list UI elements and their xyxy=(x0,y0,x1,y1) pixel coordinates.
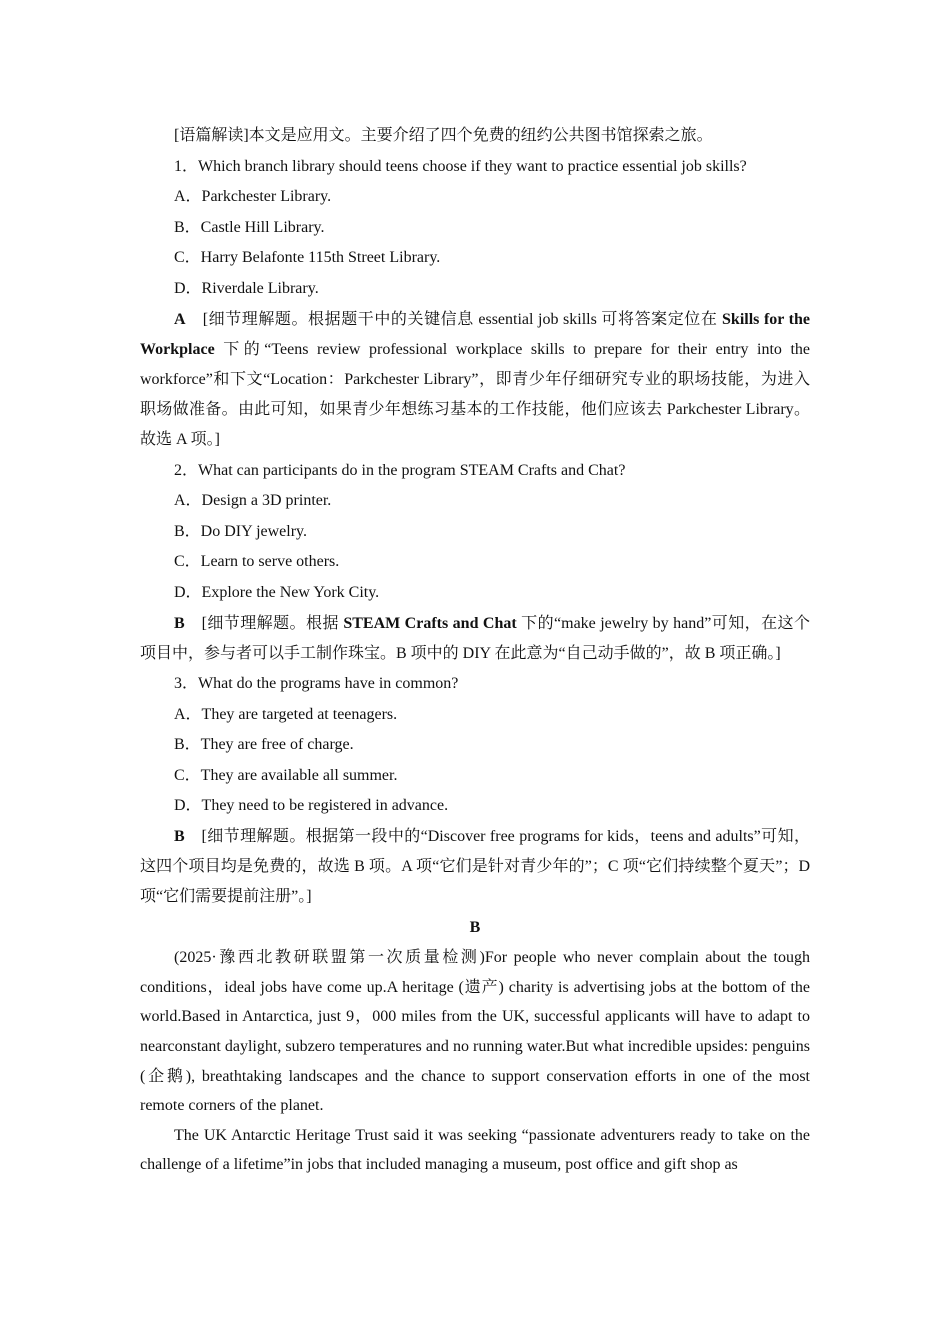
question-2-stem: 2．What can participants do in the program STEAM Crafts and Chat? xyxy=(174,461,626,479)
question-3-option-a: A．They are targeted at teenagers. xyxy=(174,705,398,723)
question-3-option-c: C．They are available all summer. xyxy=(174,766,398,784)
question-1-option-c: C．Harry Belafonte 115th Street Library. xyxy=(174,249,441,267)
question-3-answer: B xyxy=(174,827,185,845)
analysis-label: [语篇解读] xyxy=(174,127,249,144)
question-1-stem: 1．Which branch library should teens choose if they want to practice essential job skills? xyxy=(174,157,747,175)
question-1-option-a: A．Parkchester Library. xyxy=(174,188,332,206)
question-1-explanation: A [细节理解题。根据题干中的关键信息 essential job skills 可将答案定位在 Skills for the Workplace 下的“Teens review professional workplace skills to prepare for their entry into the workforce”和下文“Location：Parkchester Library”，即青少年仔细研究专业的职场技能，为进入职场做准备。由此可知，如果青少年想练习基本的工作技能，他们应该去 Parkchester Library。故选 A 项。] xyxy=(140,310,810,449)
question-3-explanation: B [细节理解题。根据第一段中的“Discover free programs for kids，teens and adults”可知，这四个项目均是免费的，故选 B 项。A 项“它们是针对青少年的”；C 项“它们持续整个夏天”；D 项“它们需要提前注册”。] xyxy=(140,827,810,906)
section-heading: B xyxy=(469,918,481,936)
passage-paragraph-2: The UK Antarctic Heritage Trust said it was seeking “passionate adventurers ready to take on the challenge of a lifetime”in jobs that included managing a museum, post office and gift shop as xyxy=(140,1126,810,1174)
question-2-option-d: D．Explore the New York City. xyxy=(174,583,380,601)
question-2-keyword: STEAM Crafts and Chat xyxy=(343,614,517,632)
question-3-option-b: B．They are free of charge. xyxy=(174,736,354,754)
analysis-text: 本文是应用文。主要介绍了四个免费的纽约公共图书馆探索之旅。 xyxy=(248,127,713,144)
question-2-option-c: C．Learn to serve others. xyxy=(174,553,340,571)
question-3-stem: 3．What do the programs have in common? xyxy=(174,674,459,692)
question-2-explanation: B [细节理解题。根据 STEAM Crafts and Chat 下的“make jewelry by hand”可知，在这个项目中，参与者可以手工制作珠宝。B 项中的 DIY 在此意为“自己动手做的”，故 B 项正确。] xyxy=(140,614,810,662)
document-page xyxy=(140,121,810,1180)
question-2-option-a: A．Design a 3D printer. xyxy=(174,492,332,510)
question-1-option-b: B．Castle Hill Library. xyxy=(174,218,325,236)
question-2-option-b: B．Do DIY jewelry. xyxy=(174,522,308,540)
question-1-keyword: Skills for the Workplace xyxy=(140,310,810,358)
passage-paragraph-1: (2025·豫西北教研联盟第一次质量检测)For people who never complain about the tough conditions，ideal jobs have come up.A heritage (遗产) charity is advertising jobs at the bottom of the world.Based in Antarctica, just 9，000 miles from the UK, successful applicants will have to adapt to nearconstant daylight, subzero temperatures and no running water.But what incredible upsides: penguins (企鹅), breathtaking landscapes and the chance to support conservation efforts in one of the most remote corners of the planet. xyxy=(140,949,810,1115)
question-1-option-d: D．Riverdale Library. xyxy=(174,279,319,297)
passage-analysis xyxy=(140,121,810,152)
question-2-answer: B xyxy=(174,614,185,632)
question-1-answer: A xyxy=(174,310,186,328)
question-3-option-d: D．They need to be registered in advance. xyxy=(174,797,449,815)
